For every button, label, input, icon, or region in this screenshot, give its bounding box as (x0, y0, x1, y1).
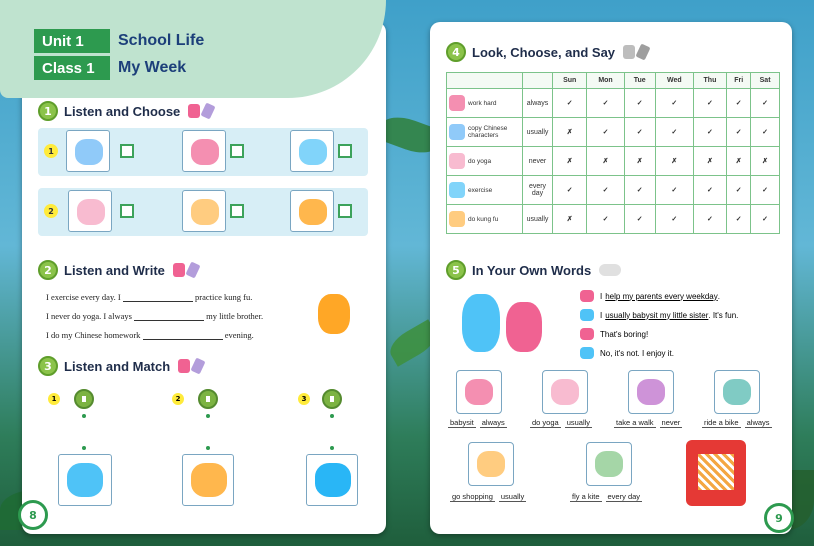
match-dot[interactable] (82, 414, 86, 418)
option-image (66, 130, 110, 172)
activity-card-image (586, 442, 632, 486)
day-header: Wed (655, 73, 693, 89)
ear-icon (188, 104, 200, 118)
activity-label: copy Chinese characters (468, 125, 508, 139)
table-header-row (447, 73, 780, 89)
section-number: 5 (446, 260, 466, 280)
check-mark-icon: ✓ (751, 176, 780, 205)
activity-frequency: never (661, 418, 681, 427)
day-header: Fri (727, 73, 751, 89)
row-number: 1 (44, 144, 58, 158)
match-dot[interactable] (330, 446, 334, 450)
class-label: Class 1 (34, 56, 110, 80)
check-mark-icon: ✓ (693, 205, 726, 234)
answer-checkbox[interactable] (338, 144, 352, 158)
check-mark-icon: ✓ (693, 176, 726, 205)
cross-mark-icon: ✗ (751, 147, 780, 176)
activity-frequency: every day (607, 492, 641, 501)
speaker-icon[interactable] (322, 389, 342, 409)
section-number: 1 (38, 101, 58, 121)
activity-name: fly a kite (572, 492, 600, 501)
option-image (290, 190, 334, 232)
check-mark-icon: ✓ (587, 176, 624, 205)
check-mark-icon: ✓ (655, 205, 693, 234)
unit-label: Unit 1 (34, 29, 110, 53)
section-listen-match (38, 356, 203, 376)
sentence-start: I do my Chinese homework (46, 330, 141, 340)
section-listen-write (38, 260, 198, 280)
page-number: 9 (764, 503, 794, 533)
table-header-blank (447, 73, 523, 89)
option-image (182, 190, 226, 232)
activity-card-label (614, 418, 682, 428)
activity-icon (449, 153, 465, 169)
sentence-end: evening. (224, 330, 254, 340)
section-number: 3 (38, 356, 58, 376)
activity-card-label (702, 418, 772, 428)
choose-row (38, 128, 368, 176)
activity-name: go shopping (452, 492, 493, 501)
check-mark-icon: ✓ (727, 89, 751, 118)
write-sentence (46, 311, 263, 321)
write-sentence (46, 292, 252, 302)
check-mark-icon: ✓ (655, 118, 693, 147)
activity-card-image (542, 370, 588, 414)
right-page (430, 22, 792, 534)
dialog-line (580, 309, 738, 321)
option-image (68, 190, 112, 232)
match-image (182, 454, 234, 506)
sentence-start: I exercise every day. I (46, 292, 121, 302)
section-title: Listen and Match (64, 358, 171, 374)
activity-cell (447, 118, 523, 147)
day-header: Tue (624, 73, 655, 89)
page-number: 8 (18, 500, 48, 530)
sentence-start: I never do yoga. I always (46, 311, 132, 321)
frequency-cell: usually (523, 118, 553, 147)
dialog-underlined-phrase: help my parents every weekday (605, 291, 718, 301)
match-dot[interactable] (330, 414, 334, 418)
activity-card-label (530, 418, 592, 428)
check-mark-icon: ✓ (727, 176, 751, 205)
speaker-icon[interactable] (198, 389, 218, 409)
check-mark-icon: ✓ (751, 89, 780, 118)
answer-blank[interactable] (134, 320, 204, 321)
day-header: Mon (587, 73, 624, 89)
section-title: In Your Own Words (472, 262, 592, 278)
dialog-prefix: I (600, 291, 603, 301)
match-dot[interactable] (82, 446, 86, 450)
cross-mark-icon: ✗ (553, 118, 587, 147)
answer-checkbox[interactable] (120, 144, 134, 158)
activity-name: take a walk (616, 418, 654, 427)
qr-code-box (686, 440, 746, 506)
check-mark-icon: ✓ (751, 205, 780, 234)
dialog-prefix: I (600, 310, 603, 320)
unit-row (34, 28, 204, 54)
speaker-face-icon (580, 290, 594, 302)
check-mark-icon: ✓ (624, 205, 655, 234)
check-mark-icon: ✓ (624, 176, 655, 205)
schedule-table (446, 72, 780, 234)
check-mark-icon: ✓ (693, 118, 726, 147)
section-listen-choose (38, 101, 213, 121)
activity-cell (447, 147, 523, 176)
activity-icon (449, 211, 465, 227)
table-row (447, 89, 780, 118)
match-number: 1 (48, 393, 60, 405)
sentence-end: my little brother. (206, 311, 264, 321)
option-image (182, 130, 226, 172)
check-mark-icon: ✓ (553, 89, 587, 118)
section-number: 4 (446, 42, 466, 62)
day-header: Sat (751, 73, 780, 89)
tiger-mascot-image (312, 288, 356, 340)
microphone-icon (636, 44, 651, 61)
activity-card-label (448, 418, 507, 428)
ear-icon (173, 263, 185, 277)
table-row (447, 147, 780, 176)
check-mark-icon: ✓ (655, 89, 693, 118)
dialog-suffix: . It's fun. (708, 310, 739, 320)
speaker-face-icon (580, 328, 594, 340)
answer-checkbox[interactable] (230, 144, 244, 158)
answer-checkbox[interactable] (338, 204, 352, 218)
row-number: 2 (44, 204, 58, 218)
ear-icon (178, 359, 190, 373)
match-number: 3 (298, 393, 310, 405)
activity-name: babysit (450, 418, 474, 427)
activity-label: do kung fu (468, 215, 499, 223)
check-mark-icon: ✓ (693, 89, 726, 118)
table-row (447, 205, 780, 234)
activity-cell (447, 89, 523, 118)
activity-frequency: always (481, 418, 505, 427)
section-title: Listen and Choose (64, 103, 181, 119)
activity-card-image (714, 370, 760, 414)
table-header-blank (523, 73, 553, 89)
unit-title: School Life (118, 32, 205, 49)
class-title: My Week (118, 59, 187, 76)
day-header: Sun (553, 73, 587, 89)
answer-blank[interactable] (143, 339, 223, 340)
answer-blank[interactable] (123, 301, 193, 302)
activity-card-image (468, 442, 514, 486)
activity-frequency: always (746, 418, 770, 427)
section-title: Listen and Write (64, 262, 165, 278)
speaker-icon[interactable] (74, 389, 94, 409)
dialog-suffix: That's boring! (600, 329, 649, 339)
activity-card-image (456, 370, 502, 414)
activity-label: work hard (468, 99, 497, 107)
magnifier-icon (623, 45, 635, 59)
activity-icon (449, 124, 465, 140)
section-number: 2 (38, 260, 58, 280)
write-sentence (46, 330, 254, 340)
check-mark-icon: ✓ (587, 89, 624, 118)
activity-card-label (570, 492, 642, 502)
check-mark-icon: ✓ (587, 205, 624, 234)
match-image (58, 454, 112, 506)
cross-mark-icon: ✗ (655, 147, 693, 176)
cross-mark-icon: ✗ (553, 147, 587, 176)
section-look-choose-say (446, 42, 648, 62)
activity-name: ride a bike (704, 418, 739, 427)
cross-mark-icon: ✗ (553, 205, 587, 234)
day-header: Thu (693, 73, 726, 89)
answer-checkbox[interactable] (230, 204, 244, 218)
answer-checkbox[interactable] (120, 204, 134, 218)
frequency-cell: usually (523, 205, 553, 234)
section-in-your-own-words (446, 260, 621, 280)
activity-icon (449, 95, 465, 111)
check-mark-icon: ✓ (624, 89, 655, 118)
frequency-cell: every day (523, 176, 553, 205)
frequency-cell: always (523, 89, 553, 118)
match-dot[interactable] (206, 446, 210, 450)
check-mark-icon: ✓ (655, 176, 693, 205)
match-dot[interactable] (206, 414, 210, 418)
dialog-suffix: No, it's not. I enjoy it. (600, 348, 675, 358)
match-image (306, 454, 358, 506)
activity-label: exercise (468, 186, 493, 194)
activity-name: do yoga (532, 418, 559, 427)
speaker-face-icon (580, 309, 594, 321)
activity-card-image (628, 370, 674, 414)
check-mark-icon: ✓ (587, 118, 624, 147)
sentence-end: practice kung fu. (194, 292, 253, 302)
activity-frequency: usually (500, 492, 525, 501)
dialog-underlined-phrase: usually babysit my little sister (605, 310, 709, 320)
activity-cell (447, 176, 523, 205)
dialog-suffix: . (717, 291, 720, 301)
cross-mark-icon: ✗ (587, 147, 624, 176)
speech-bubble-icon (599, 264, 621, 276)
activity-frequency: usually (566, 418, 591, 427)
check-mark-icon: ✓ (727, 205, 751, 234)
choose-row (38, 188, 368, 236)
activity-card-label (450, 492, 526, 502)
dialog-line (580, 328, 648, 340)
speaker-face-icon (580, 347, 594, 359)
class-row (34, 55, 186, 81)
activity-icon (449, 182, 465, 198)
option-image (290, 130, 334, 172)
activity-cell (447, 205, 523, 234)
table-row (447, 118, 780, 147)
match-number: 2 (172, 393, 184, 405)
frequency-cell: never (523, 147, 553, 176)
table-row (447, 176, 780, 205)
cross-mark-icon: ✗ (727, 147, 751, 176)
dialog-line (580, 347, 674, 359)
check-mark-icon: ✓ (727, 118, 751, 147)
cross-mark-icon: ✗ (624, 147, 655, 176)
section-title: Look, Choose, and Say (472, 44, 616, 60)
characters-image (458, 288, 548, 356)
cross-mark-icon: ✗ (693, 147, 726, 176)
check-mark-icon: ✓ (751, 118, 780, 147)
check-mark-icon: ✓ (624, 118, 655, 147)
check-mark-icon: ✓ (553, 176, 587, 205)
dialog-line (580, 290, 720, 302)
activity-label: do yoga (468, 157, 492, 165)
